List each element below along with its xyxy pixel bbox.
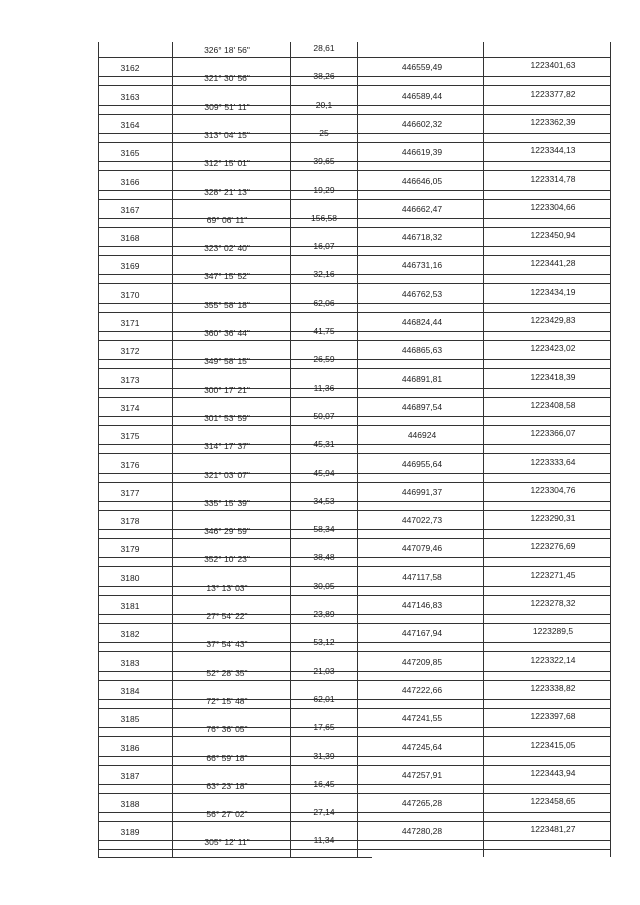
table-row-rule	[98, 538, 611, 539]
segment-length: 50,07	[313, 410, 335, 421]
table-row-rule	[98, 170, 611, 171]
bearing-angle: 313° 04' 15"	[204, 129, 250, 140]
table-row-rule	[98, 227, 611, 228]
table-column-rule	[290, 42, 291, 857]
segment-length: 11,34	[313, 835, 335, 846]
table-row-rule	[98, 736, 611, 737]
bearing-angle: 72° 15' 48"	[206, 695, 248, 706]
point-number: 3182	[120, 629, 140, 640]
table-row-rule	[98, 303, 611, 304]
coordinate-y: 1223289,5	[532, 626, 574, 637]
coordinate-x: 447079,46	[401, 543, 443, 554]
segment-length: 38,26	[313, 71, 335, 82]
coordinate-x: 446646,05	[401, 175, 443, 186]
table-row-rule	[98, 793, 611, 794]
table-row-rule	[98, 161, 611, 162]
coordinate-y: 1223458,65	[530, 796, 576, 807]
table-row-rule	[98, 680, 611, 681]
bearing-angle: 52° 28' 35"	[206, 667, 248, 678]
bearing-angle: 326° 18' 56"	[204, 45, 250, 55]
bearing-angle: 312° 15' 01"	[204, 158, 250, 169]
coordinate-y: 1223304,76	[530, 484, 576, 495]
coordinate-y: 1223408,58	[530, 399, 576, 410]
point-number: 3175	[120, 431, 140, 442]
bearing-angle: 69° 06' 11"	[206, 214, 248, 225]
table-row-rule	[98, 756, 611, 757]
bearing-angle: 321° 30' 56"	[204, 73, 250, 84]
coordinate-x: 447146,83	[401, 600, 443, 610]
bearing-angle: 328° 21' 13"	[204, 186, 250, 197]
segment-length: 58,34	[313, 524, 335, 535]
coordinate-y: 1223290,31	[530, 513, 576, 524]
segment-length: 27,14	[313, 807, 335, 818]
table-row-rule	[98, 586, 611, 587]
segment-length: 31,39	[313, 750, 335, 761]
table-row-rule	[98, 623, 611, 624]
table-row-rule	[98, 312, 611, 313]
table-row-rule	[98, 812, 611, 813]
coordinate-y: 1223314,78	[530, 173, 576, 184]
bearing-angle: 335° 15' 39"	[204, 497, 250, 508]
bearing-angle: 346° 29' 59"	[204, 526, 250, 537]
coordinate-y: 1223366,07	[530, 428, 576, 439]
coordinate-y: 1223344,13	[530, 145, 576, 156]
bearing-angle: 323° 02' 40"	[204, 243, 250, 254]
coordinate-x: 446619,39	[401, 147, 443, 158]
coordinate-x: 446559,49	[401, 62, 443, 73]
coordinate-x: 447117,58	[402, 571, 442, 582]
bearing-angle: 321° 03' 07"	[204, 469, 250, 480]
point-number: 3166	[120, 176, 140, 187]
point-number: 3173	[120, 374, 140, 385]
coordinate-y: 1223338,82	[530, 682, 576, 693]
table-row-rule	[98, 699, 611, 700]
coordinate-y: 1223276,69	[530, 541, 576, 552]
segment-length: 53,12	[313, 637, 335, 648]
table-row-rule	[98, 359, 611, 360]
point-number: 3172	[120, 346, 140, 357]
coordinate-y: 1223333,64	[530, 456, 576, 467]
bearing-angle: 301° 53' 59"	[204, 412, 250, 423]
coordinate-x: 446924	[407, 430, 437, 441]
point-number: 3187	[120, 770, 140, 781]
segment-length: 11,36	[313, 382, 335, 393]
table-row-rule	[98, 190, 611, 191]
bearing-angle: 56° 27' 02"	[206, 809, 248, 820]
coordinate-x: 446589,44	[401, 90, 443, 101]
table-row-rule	[98, 566, 611, 567]
bearing-angle: 305° 12' 11"	[204, 837, 250, 848]
table-column-rule	[357, 42, 358, 857]
coordinate-y: 1223278,32	[530, 598, 576, 608]
coordinate-x: 447222,66	[401, 684, 443, 695]
table-row-rule	[98, 255, 611, 256]
table-row-rule	[98, 614, 611, 615]
segment-length: 28,61	[313, 43, 335, 53]
segment-length: 41,75	[313, 326, 335, 336]
segment-length: 23,89	[313, 609, 335, 619]
table-row-rule	[98, 821, 611, 822]
coordinate-y: 1223362,39	[530, 116, 576, 127]
table-row-rule	[98, 849, 611, 850]
bearing-angle: 349° 58' 15"	[204, 356, 250, 367]
table-row-rule	[98, 765, 611, 766]
segment-length: 21,03	[313, 665, 335, 676]
table-row-rule	[98, 444, 611, 445]
point-number: 3167	[120, 204, 140, 215]
table-row-rule	[98, 501, 611, 502]
table-row-rule	[98, 246, 611, 247]
table-row-rule	[98, 85, 611, 86]
table-row-rule	[98, 105, 611, 106]
table-row-rule	[98, 416, 611, 417]
segment-length: 20,1	[315, 99, 333, 110]
coordinate-y: 1223423,02	[530, 343, 576, 354]
table-row-rule	[98, 57, 611, 58]
segment-length: 62,06	[313, 297, 335, 308]
point-number: 3183	[120, 657, 140, 668]
coordinate-y: 1223415,05	[530, 739, 576, 750]
coordinate-x: 446762,53	[401, 288, 443, 299]
coordinate-x: 446662,47	[401, 203, 443, 214]
point-number: 3177	[120, 487, 140, 498]
bearing-angle: 355° 58' 18"	[204, 299, 250, 310]
table-row-rule	[98, 218, 611, 219]
table-row-rule	[98, 283, 611, 284]
point-number: 3184	[120, 685, 140, 696]
point-number: 3168	[120, 233, 140, 244]
segment-length: 25	[319, 127, 329, 138]
point-number: 3164	[120, 119, 140, 130]
point-number: 3178	[120, 516, 140, 527]
segment-length: 26,59	[313, 354, 335, 365]
table-row-rule	[98, 557, 611, 558]
coordinate-y: 1223397,68	[530, 711, 576, 722]
point-number: 3179	[120, 544, 140, 555]
table-row-rule	[98, 857, 372, 858]
table-row-rule	[98, 671, 611, 672]
coordinate-x: 446991,37	[401, 486, 443, 497]
coordinate-y: 1223271,45	[530, 569, 576, 580]
table-row-rule	[98, 651, 611, 652]
point-number: 3163	[120, 91, 140, 102]
coordinate-y: 1223377,82	[530, 88, 576, 99]
bearing-angle: 360° 36' 44"	[204, 328, 250, 338]
coordinate-x: 446955,64	[401, 458, 443, 469]
coordinate-x: 447245,64	[401, 741, 443, 752]
coordinate-y: 1223434,19	[530, 286, 576, 297]
coordinate-x: 447280,28	[401, 826, 443, 837]
bearing-angle: 63° 23' 18"	[206, 780, 248, 791]
coordinate-x: 447209,85	[401, 656, 443, 667]
table-row-rule	[98, 642, 611, 643]
segment-length: 45,94	[313, 467, 335, 478]
coordinate-y: 1223418,39	[530, 371, 576, 382]
table-row-rule	[98, 529, 611, 530]
segment-length: 62,01	[313, 693, 335, 704]
point-number: 3162	[120, 63, 140, 74]
bearing-angle: 309° 51' 11"	[204, 101, 250, 112]
table-column-rule	[172, 42, 173, 857]
table-row-rule	[98, 510, 611, 511]
coordinate-x: 446897,54	[401, 401, 443, 412]
coordinate-x: 447022,73	[401, 515, 443, 526]
point-number: 3169	[120, 261, 140, 272]
bearing-angle: 66° 59' 18"	[206, 752, 248, 763]
segment-length: 16,07	[313, 241, 335, 252]
segment-length: 30,05	[313, 580, 335, 591]
segment-length: 19,29	[313, 184, 335, 195]
table-row-rule	[98, 453, 611, 454]
coordinate-y: 1223443,94	[530, 767, 576, 778]
coordinate-x: 446865,63	[401, 345, 443, 356]
table-row-rule	[98, 114, 611, 115]
table-row-rule	[98, 142, 611, 143]
bearing-angle: 37° 54' 43"	[206, 639, 248, 650]
table-column-rule	[98, 42, 99, 857]
table-row-rule	[98, 133, 611, 134]
coordinate-y: 1223450,94	[530, 230, 576, 241]
table-row-rule	[98, 473, 611, 474]
coordinate-y: 1223441,28	[530, 258, 576, 269]
coordinate-y: 1223322,14	[530, 654, 576, 665]
table-row-rule	[98, 274, 611, 275]
point-number: 3171	[120, 318, 140, 328]
coordinate-x: 446602,32	[401, 118, 443, 129]
coordinate-x: 446891,81	[401, 373, 443, 384]
table-row-rule	[98, 595, 611, 596]
table-row-rule	[98, 397, 611, 398]
bearing-angle: 347° 15' 52"	[204, 271, 250, 282]
table-column-rule	[483, 42, 484, 857]
segment-length: 38,48	[313, 552, 335, 563]
segment-length: 39,65	[313, 156, 335, 167]
segment-length: 16,45	[313, 778, 335, 789]
table-row-rule	[98, 784, 611, 785]
table-row-rule	[98, 840, 611, 841]
segment-length: 17,65	[313, 722, 335, 733]
point-number: 3186	[120, 742, 140, 753]
coordinate-x: 446718,32	[401, 232, 443, 243]
point-number: 3180	[120, 572, 140, 583]
segment-length: 32,16	[313, 269, 335, 280]
table-row-rule	[98, 368, 611, 369]
coordinate-x: 447257,91	[401, 769, 443, 780]
point-number: 3170	[120, 289, 140, 300]
table-row-rule	[98, 76, 611, 77]
coordinate-x: 447241,55	[401, 713, 443, 724]
point-number: 3181	[120, 601, 140, 611]
coordinate-y: 1223481,27	[530, 824, 576, 835]
coordinate-x: 446731,16	[401, 260, 443, 271]
coordinate-y: 1223304,66	[530, 201, 576, 212]
bearing-angle: 27° 54' 22"	[206, 611, 248, 621]
bearing-angle: 314° 17' 37"	[204, 441, 250, 452]
table-row-rule	[98, 331, 611, 332]
segment-length: 45,31	[313, 439, 335, 450]
coordinate-x: 446824,44	[401, 317, 443, 327]
point-number: 3176	[120, 459, 140, 470]
bearing-angle: 300° 17' 21"	[204, 384, 250, 395]
segment-length: 34,53	[313, 495, 335, 506]
point-number: 3188	[120, 799, 140, 810]
bearing-angle: 13° 13' 03"	[206, 582, 248, 593]
table-column-rule	[610, 42, 611, 857]
table-row-rule	[98, 482, 611, 483]
table-row-rule	[98, 340, 611, 341]
table-row-rule	[98, 708, 611, 709]
bearing-angle: 76° 36' 05"	[206, 724, 248, 735]
bearing-angle: 352° 10' 23"	[204, 554, 250, 565]
coordinate-y: 1223401,63	[530, 60, 576, 71]
coordinate-x: 447167,94	[401, 628, 443, 639]
coordinate-x: 447265,28	[401, 798, 443, 809]
segment-length: 156,58	[311, 212, 337, 223]
point-number: 3174	[120, 402, 140, 413]
point-number: 3189	[120, 827, 140, 838]
coordinate-y: 1223429,83	[530, 315, 576, 325]
table-row-rule	[98, 727, 611, 728]
point-number: 3185	[120, 714, 140, 725]
table-row-rule	[98, 388, 611, 389]
table-row-rule	[98, 199, 611, 200]
point-number: 3165	[120, 148, 140, 159]
table-row-rule	[98, 425, 611, 426]
